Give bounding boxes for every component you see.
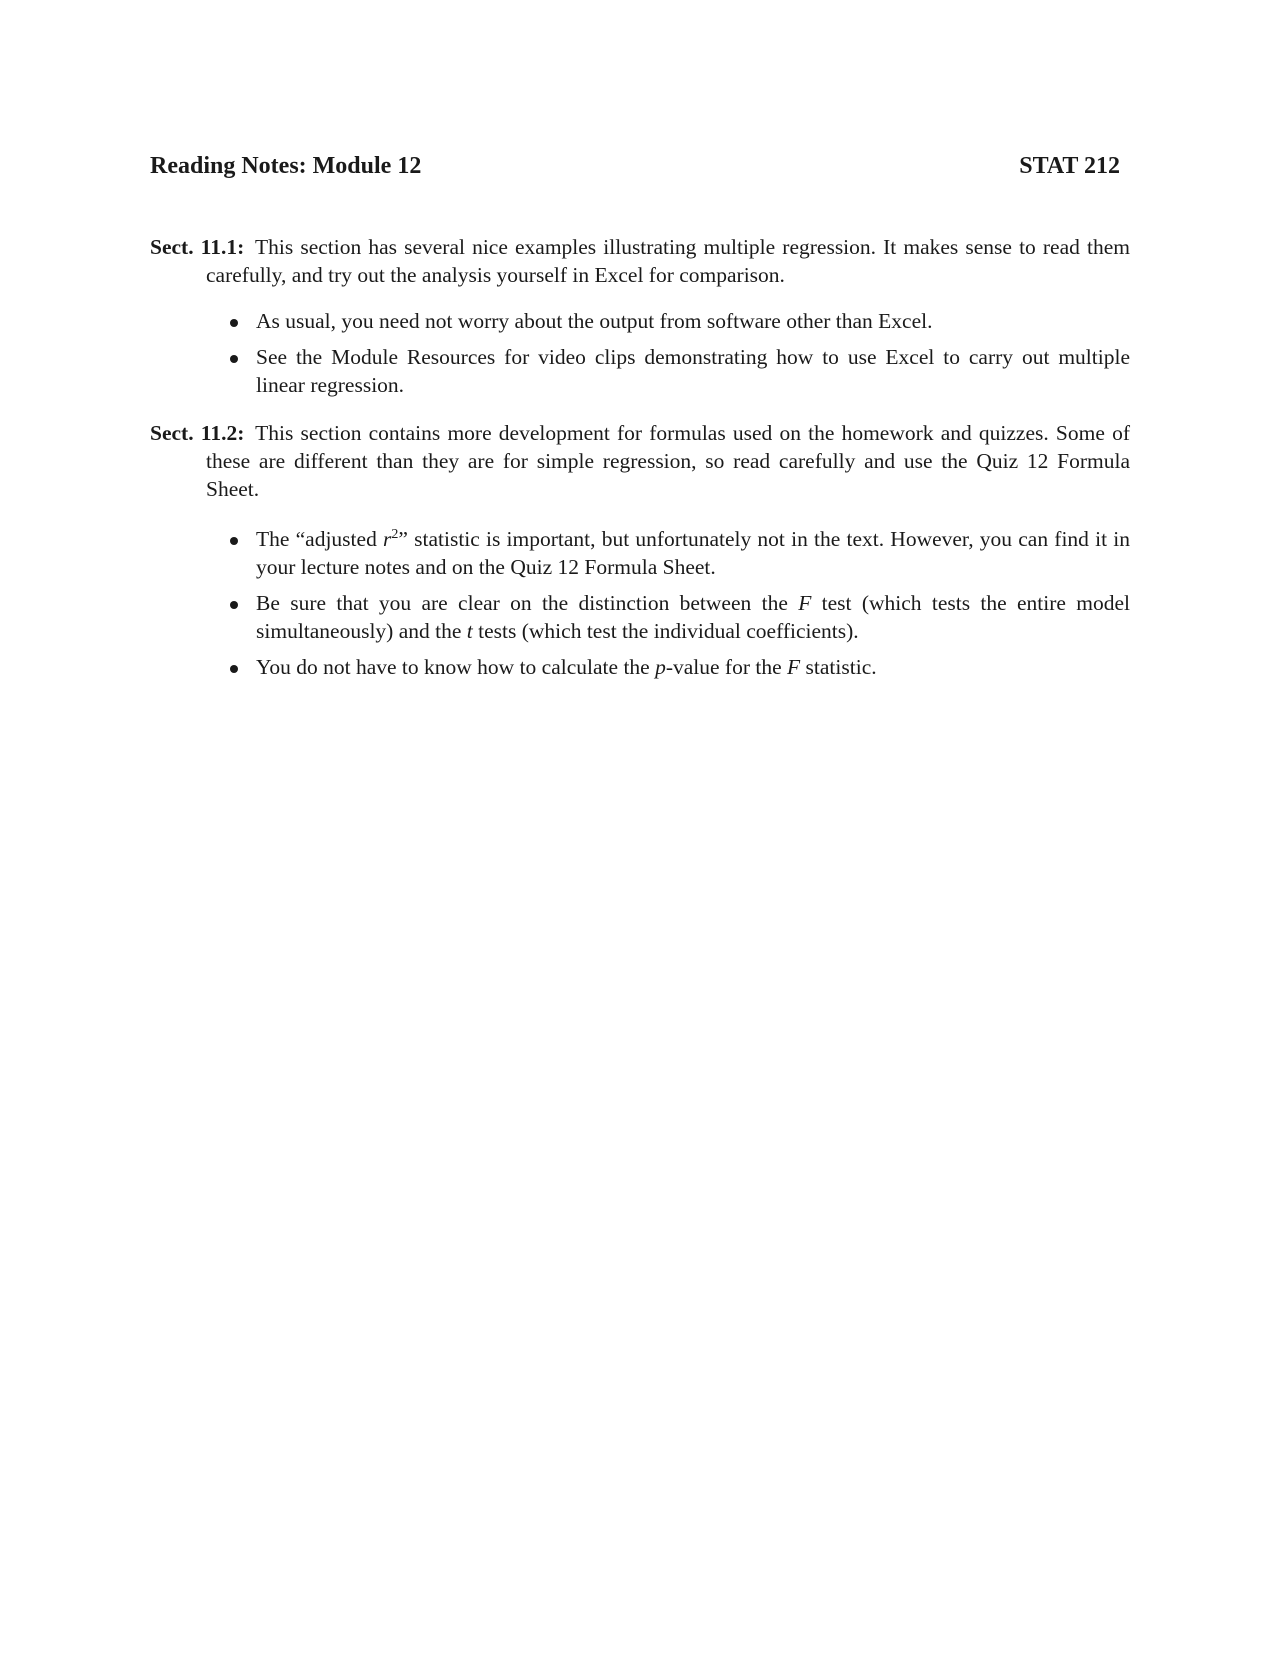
section-11-1 (150, 233, 1130, 289)
superscript: 2 (391, 526, 399, 542)
list-item (230, 653, 1130, 681)
text-fragment: Be sure that you are clear on the distinction between the (256, 591, 799, 615)
section-label: Sect. 11.1: (150, 235, 245, 259)
bullet-icon (230, 601, 238, 609)
math-variable: p (655, 655, 666, 679)
text-fragment: ” statistic is important, but unfortunately not in the text. However, you can find it in your lecture notes and on the Quiz 12 Formula Sheet. (256, 527, 1130, 579)
section-text: This section has several nice examples illustrating multiple regression. It makes sense to read them carefully, and try out the analysis yourself in Excel for comparison. (206, 235, 1130, 287)
math-variable: F (787, 655, 801, 679)
math-variable: t (466, 619, 473, 643)
bullet-icon (230, 537, 238, 545)
list-item (230, 343, 1130, 399)
list-item-text (256, 591, 1130, 643)
section-text: This section contains more development for formulas used on the homework and quizzes. Some of these are different than they are for simple regression, so read carefully and use the Quiz 12 Formula Sheet. (206, 421, 1130, 501)
section-label: Sect. 11.2: (150, 421, 245, 445)
list-item (230, 589, 1130, 645)
bullet-list-11-1 (230, 307, 1130, 407)
bullet-icon (230, 319, 238, 327)
text-fragment: statistic. (800, 655, 877, 679)
text-fragment: The “adjusted (256, 527, 384, 551)
section-11-2 (150, 419, 1130, 503)
math-variable: F (798, 591, 812, 615)
course-code: STAT 212 (1019, 153, 1120, 179)
bullet-list-11-2 (230, 525, 1130, 689)
text-fragment: tests (which test the individual coefficients). (472, 619, 859, 643)
list-item (230, 525, 1130, 581)
math-variable: r (383, 527, 392, 551)
list-item (230, 307, 1130, 335)
bullet-icon (230, 355, 238, 363)
text-fragment: test (which tests the entire model simultaneously) and the (256, 591, 1130, 643)
page-header (150, 150, 1120, 182)
text-fragment: You do not have to know how to calculate the (256, 655, 656, 679)
bullet-icon (230, 665, 238, 673)
list-item-text: As usual, you need not worry about the output from software other than Excel. (256, 309, 933, 333)
document-title: Reading Notes: Module 12 (150, 153, 422, 179)
list-item-text (256, 527, 1130, 579)
list-item-text: See the Module Resources for video clips demonstrating how to use Excel to carry out multiple linear regression. (256, 345, 1130, 397)
text-fragment: -value for the (665, 655, 788, 679)
list-item-text (256, 655, 877, 679)
